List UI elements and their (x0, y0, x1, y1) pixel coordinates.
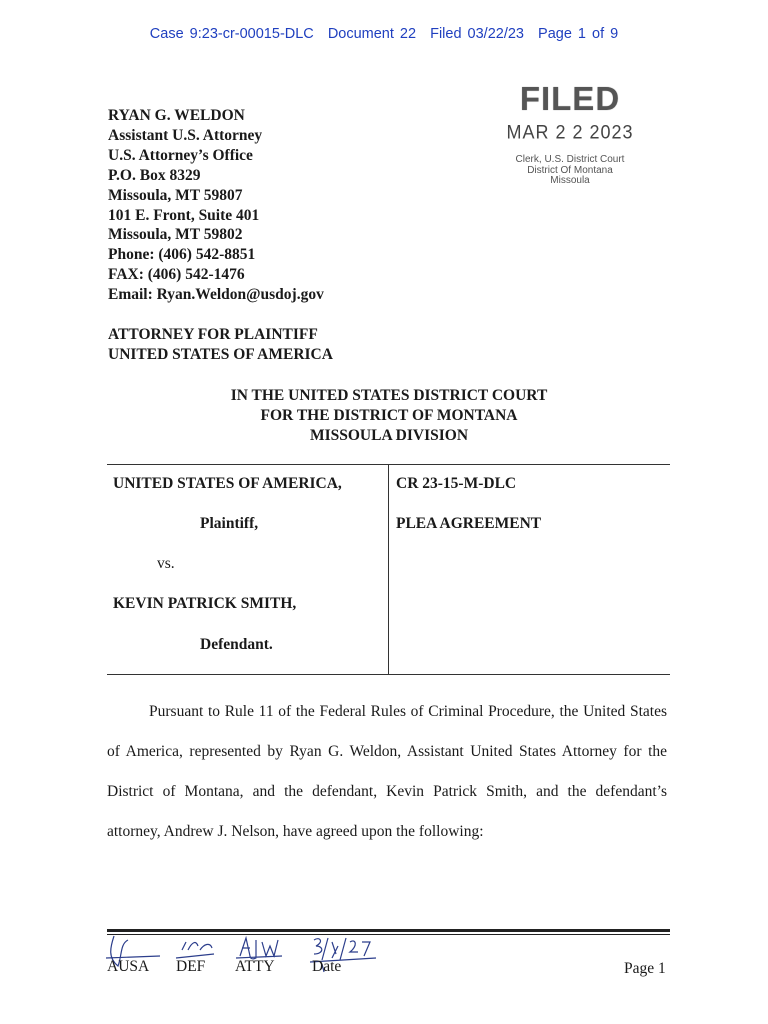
plaintiff-name: UNITED STATES OF AMERICA, (113, 475, 342, 492)
plaintiff-attorney-line: UNITED STATES OF AMERICA (108, 346, 333, 363)
stamp-filed-label: FILED (519, 80, 621, 117)
defendant-role: Defendant. (200, 636, 273, 653)
versus: vs. (157, 555, 175, 572)
document-number-header: Document 22 (327, 26, 417, 42)
stamp-clerk-line: Clerk, U.S. District Court (515, 154, 625, 165)
def-initials-mark (176, 942, 214, 958)
defendant-name: KEVIN PATRICK SMITH, (113, 595, 297, 612)
stamp-clerk-line: Missoula (550, 175, 590, 186)
court-line: FOR THE DISTRICT OF MONTANA (260, 407, 518, 424)
attorney-contact-block (108, 106, 324, 305)
attorney-line: FAX: (406) 542-1476 (108, 266, 245, 284)
attorney-line: RYAN G. WELDON (108, 107, 245, 124)
ausa-label: AUSA (107, 958, 150, 975)
attorney-line: Missoula, MT 59802 (108, 226, 243, 244)
page-count-header: Page 1 of 9 (538, 26, 619, 42)
atty-initials-mark (236, 938, 282, 959)
page-number: Page 1 (624, 960, 666, 977)
court-line: IN THE UNITED STATES DISTRICT COURT (230, 387, 548, 404)
court-heading (0, 386, 768, 446)
caption-divider (388, 465, 389, 674)
filed-stamp (500, 80, 640, 187)
document-title: PLEA AGREEMENT (396, 515, 542, 532)
attorney-line: U.S. Attorney’s Office (108, 146, 253, 164)
case-number: CR 23-15-M-DLC (396, 475, 517, 492)
attorney-line: 101 E. Front, Suite 401 (108, 206, 260, 224)
case-caption (107, 464, 670, 675)
date-label: Date (312, 958, 342, 975)
body-paragraph: Pursuant to Rule 11 of the Federal Rules of Criminal Procedure, the United States of America, represented by Ryan G. Weldon, Assistant United States Attorney for the District of Montana, and the defendant, Kevin Patrick Smith, and the defendant’s attorney, Andrew J. Nelson, have agreed upon the following: (107, 703, 667, 840)
plaintiff-attorney-line: ATTORNEY FOR PLAINTIFF (108, 326, 318, 343)
filed-date-header: Filed 03/22/23 (430, 26, 524, 42)
ecf-header (0, 26, 768, 42)
attorney-line: Assistant U.S. Attorney (108, 126, 263, 144)
attorney-line: P.O. Box 8329 (108, 166, 201, 184)
body-text (107, 692, 667, 852)
case-number-header: Case 9:23-cr-00015-DLC (149, 26, 314, 42)
atty-label: ATTY (235, 958, 275, 975)
stamp-date: MAR 2 2 2023 (506, 120, 634, 143)
stamp-clerk (500, 155, 640, 187)
def-label: DEF (176, 958, 206, 975)
plaintiff-attorney-block (108, 325, 333, 365)
plaintiff-role: Plaintiff, (200, 515, 259, 532)
attorney-line: Email: Ryan.Weldon@usdoj.gov (108, 286, 324, 304)
stamp-clerk-line: District Of Montana (527, 164, 613, 176)
attorney-line: Phone: (406) 542-8851 (108, 246, 256, 264)
attorney-line: Missoula, MT 59807 (108, 186, 243, 204)
court-line: MISSOULA DIVISION (309, 427, 469, 444)
